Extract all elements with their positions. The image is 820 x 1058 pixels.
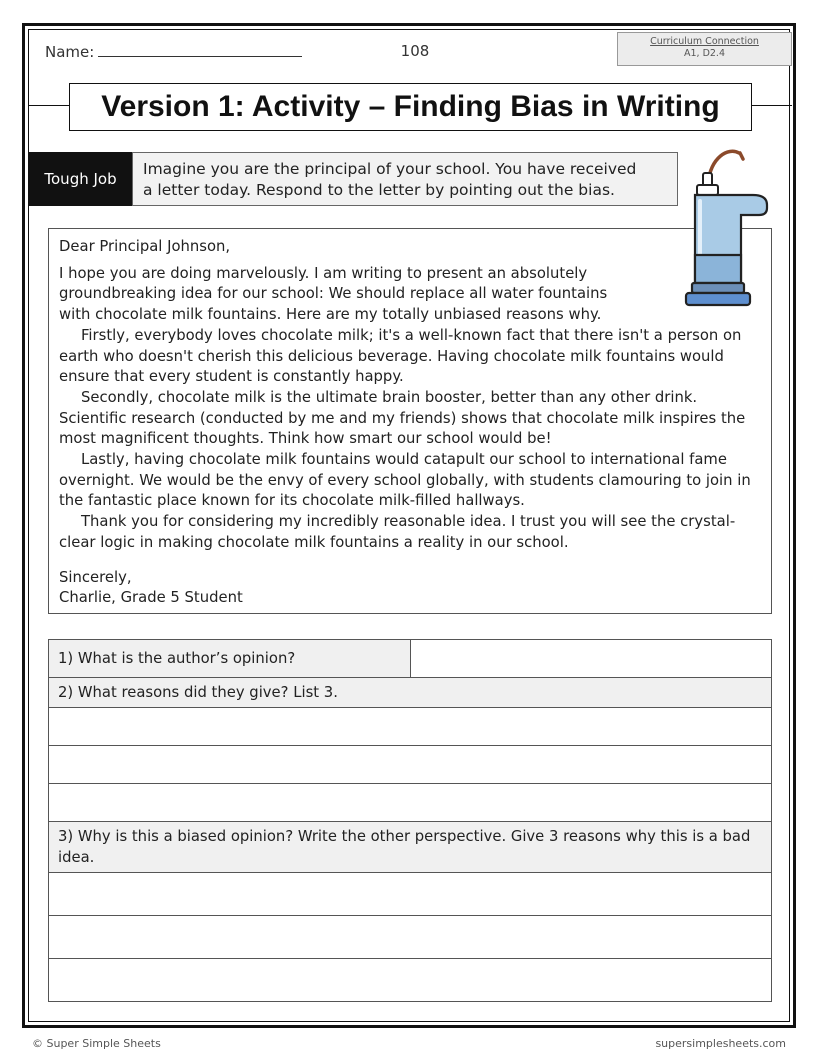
- footer-copyright: © Super Simple Sheets: [32, 1037, 161, 1050]
- letter: [48, 228, 772, 614]
- letter-intro-line-3: with chocolate milk fountains. Here are my totally unbiased reasons why.: [59, 306, 602, 324]
- question-1: 1) What is the author’s opinion?: [49, 640, 411, 678]
- answer-3b-field[interactable]: [49, 916, 772, 959]
- question-3: 3) Why is this a biased opinion? Write the other perspective. Give 3 reasons why this is a bad idea.: [49, 822, 772, 873]
- prompt-line-1: Imagine you are the principal of your school. You have received: [143, 160, 637, 178]
- answer-3a-field[interactable]: [49, 873, 772, 916]
- name-label: Name:: [45, 43, 95, 61]
- letter-paragraph-thanks: Thank you for considering my incredibly reasonable idea. I trust you will see the crystal-clear logic in making chocolate milk fountains a reality in our school.: [59, 513, 736, 551]
- letter-paragraph-firstly: Firstly, everybody loves chocolate milk; it's a well-known fact that there isn't a person on earth who doesn't cherish this delicious beverage. Having chocolate milk fountains would ensure that every student is constantly happy.: [59, 326, 742, 386]
- letter-intro-line-2: groundbreaking idea for our school: We should replace all water fountains: [59, 285, 608, 303]
- answer-2c-field[interactable]: [49, 784, 772, 822]
- curriculum-connection-box: [617, 32, 792, 66]
- title-rule-left: [29, 105, 69, 106]
- questions-table: [48, 639, 772, 1002]
- footer-website[interactable]: supersimplesheets.com: [655, 1037, 786, 1050]
- drinking-fountain-icon: [683, 145, 773, 313]
- page-title: Version 1: Activity – Finding Bias in Writing: [69, 83, 752, 131]
- answer-1-field[interactable]: [411, 640, 772, 678]
- letter-closing: Sincerely,: [59, 568, 132, 586]
- name-blank-line[interactable]: [98, 42, 302, 57]
- question-2: 2) What reasons did they give? List 3.: [49, 678, 772, 708]
- answer-2b-field[interactable]: [49, 746, 772, 784]
- curriculum-codes: A1, D2.4: [683, 48, 725, 59]
- name-field: [45, 42, 302, 61]
- curriculum-title: Curriculum Connection: [650, 36, 759, 47]
- title-rule-right: [752, 105, 792, 106]
- letter-signature: Charlie, Grade 5 Student: [59, 589, 243, 607]
- letter-greeting: Dear Principal Johnson,: [59, 238, 231, 255]
- letter-paragraph-lastly: Lastly, having chocolate milk fountains would catapult our school to international fame overnight. We would be the envy of every school globally, with students clamouring to join in the fantastic place known for its chocolate milk-filled hallways.: [59, 451, 751, 510]
- answer-2a-field[interactable]: [49, 708, 772, 746]
- letter-intro-line-1: I hope you are doing marvelously. I am writing to present an absolutely: [59, 264, 588, 282]
- prompt-line-2: a letter today. Respond to the letter by pointing out the bias.: [143, 181, 615, 199]
- page-number: 108: [400, 42, 430, 60]
- answer-3c-field[interactable]: [49, 959, 772, 1002]
- tough-job-label: Tough Job: [29, 152, 132, 206]
- letter-paragraph-secondly: Secondly, chocolate milk is the ultimate brain booster, better than any other drink. Scientific research (conducted by me and my friends) shows that chocolate milk inspires the most magnificent thoughts. Think how smart our school would be!: [59, 388, 746, 448]
- tough-job-prompt: [132, 152, 678, 206]
